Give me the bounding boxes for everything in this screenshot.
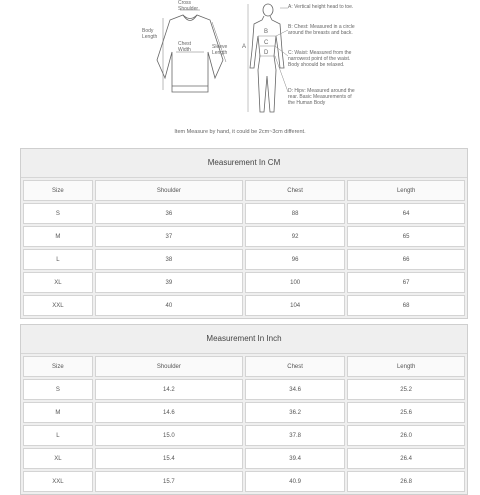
cell-shoulder: 40 <box>95 295 243 316</box>
header-chest: Chest <box>245 356 345 377</box>
cell-length: 68 <box>347 295 465 316</box>
cell-size: L <box>23 249 93 270</box>
cell-size: S <box>23 203 93 224</box>
human-body-icon <box>250 4 284 112</box>
cell-size: XL <box>23 448 93 469</box>
cell-chest: 37.8 <box>245 425 345 446</box>
cm-size-table <box>20 148 468 319</box>
cell-length: 25.2 <box>347 379 465 400</box>
cell-chest: 96 <box>245 249 345 270</box>
cell-length: 26.8 <box>347 471 465 492</box>
cell-shoulder: 39 <box>95 272 243 293</box>
cm-table <box>21 178 467 318</box>
letter-c-label: C <box>264 40 269 46</box>
garment-and-body-illustration <box>0 0 480 130</box>
letter-d-label: D <box>264 50 269 56</box>
cell-length: 26.4 <box>347 448 465 469</box>
cell-shoulder: 15.4 <box>95 448 243 469</box>
cell-chest: 92 <box>245 226 345 247</box>
description-b: B: Chest: Measured in a circle around the breasts and back. <box>288 24 355 36</box>
cell-chest: 104 <box>245 295 345 316</box>
cm-header-row <box>23 180 465 201</box>
cell-length: 64 <box>347 203 465 224</box>
inch-table <box>21 354 467 494</box>
measurement-note: Item Measure by hand, it could be 2cm~3cm different. <box>174 129 306 135</box>
description-c: C: Waist: Measured from the narrowest point of the waist. Body shoould be relaxed. <box>288 50 352 68</box>
cell-size: XXL <box>23 471 93 492</box>
sleeve-length-label: Sleeve Length <box>212 44 228 56</box>
cell-shoulder: 14.2 <box>95 379 243 400</box>
cell-chest: 36.2 <box>245 402 345 423</box>
cell-chest: 34.6 <box>245 379 345 400</box>
cell-size: M <box>23 226 93 247</box>
header-length: Length <box>347 356 465 377</box>
table-row <box>23 295 465 316</box>
cell-shoulder: 37 <box>95 226 243 247</box>
measurement-diagram <box>0 0 480 140</box>
description-d: D: Hipv: Measured around the rear. Basic Measurements of the Human Body <box>288 88 355 106</box>
letter-a-label: A <box>242 44 247 50</box>
cm-table-title: Measurement In CM <box>21 149 467 178</box>
chest-width-label: Chest Width <box>178 41 192 53</box>
header-chest: Chest <box>245 180 345 201</box>
table-row <box>23 402 465 423</box>
cell-chest: 40.9 <box>245 471 345 492</box>
header-length: Length <box>347 180 465 201</box>
table-row <box>23 203 465 224</box>
cell-chest: 39.4 <box>245 448 345 469</box>
header-size: Size <box>23 356 93 377</box>
inch-size-table <box>20 324 468 495</box>
body-length-label: Body Length <box>142 28 158 40</box>
table-row <box>23 249 465 270</box>
cell-shoulder: 38 <box>95 249 243 270</box>
cell-length: 67 <box>347 272 465 293</box>
table-row <box>23 272 465 293</box>
cell-size: L <box>23 425 93 446</box>
cell-size: XXL <box>23 295 93 316</box>
cell-length: 65 <box>347 226 465 247</box>
cell-shoulder: 15.7 <box>95 471 243 492</box>
cell-length: 25.6 <box>347 402 465 423</box>
table-row <box>23 448 465 469</box>
cell-length: 26.0 <box>347 425 465 446</box>
cell-chest: 100 <box>245 272 345 293</box>
inch-header-row <box>23 356 465 377</box>
description-a: A: Vertical height head to toe. <box>288 4 354 10</box>
header-size: Size <box>23 180 93 201</box>
table-row <box>23 226 465 247</box>
table-row <box>23 471 465 492</box>
cell-size: S <box>23 379 93 400</box>
table-row <box>23 425 465 446</box>
cell-length: 66 <box>347 249 465 270</box>
table-row <box>23 379 465 400</box>
letter-b-label: B <box>264 29 269 35</box>
cell-shoulder: 15.0 <box>95 425 243 446</box>
header-shoulder: Shoulder <box>95 180 243 201</box>
cell-shoulder: 14.6 <box>95 402 243 423</box>
header-shoulder: Shoulder <box>95 356 243 377</box>
cross-shoulder-label: Cross Shoulder <box>178 0 199 12</box>
cell-size: M <box>23 402 93 423</box>
cell-shoulder: 36 <box>95 203 243 224</box>
cell-chest: 88 <box>245 203 345 224</box>
cell-size: XL <box>23 272 93 293</box>
inch-table-title: Measurement In Inch <box>21 325 467 354</box>
